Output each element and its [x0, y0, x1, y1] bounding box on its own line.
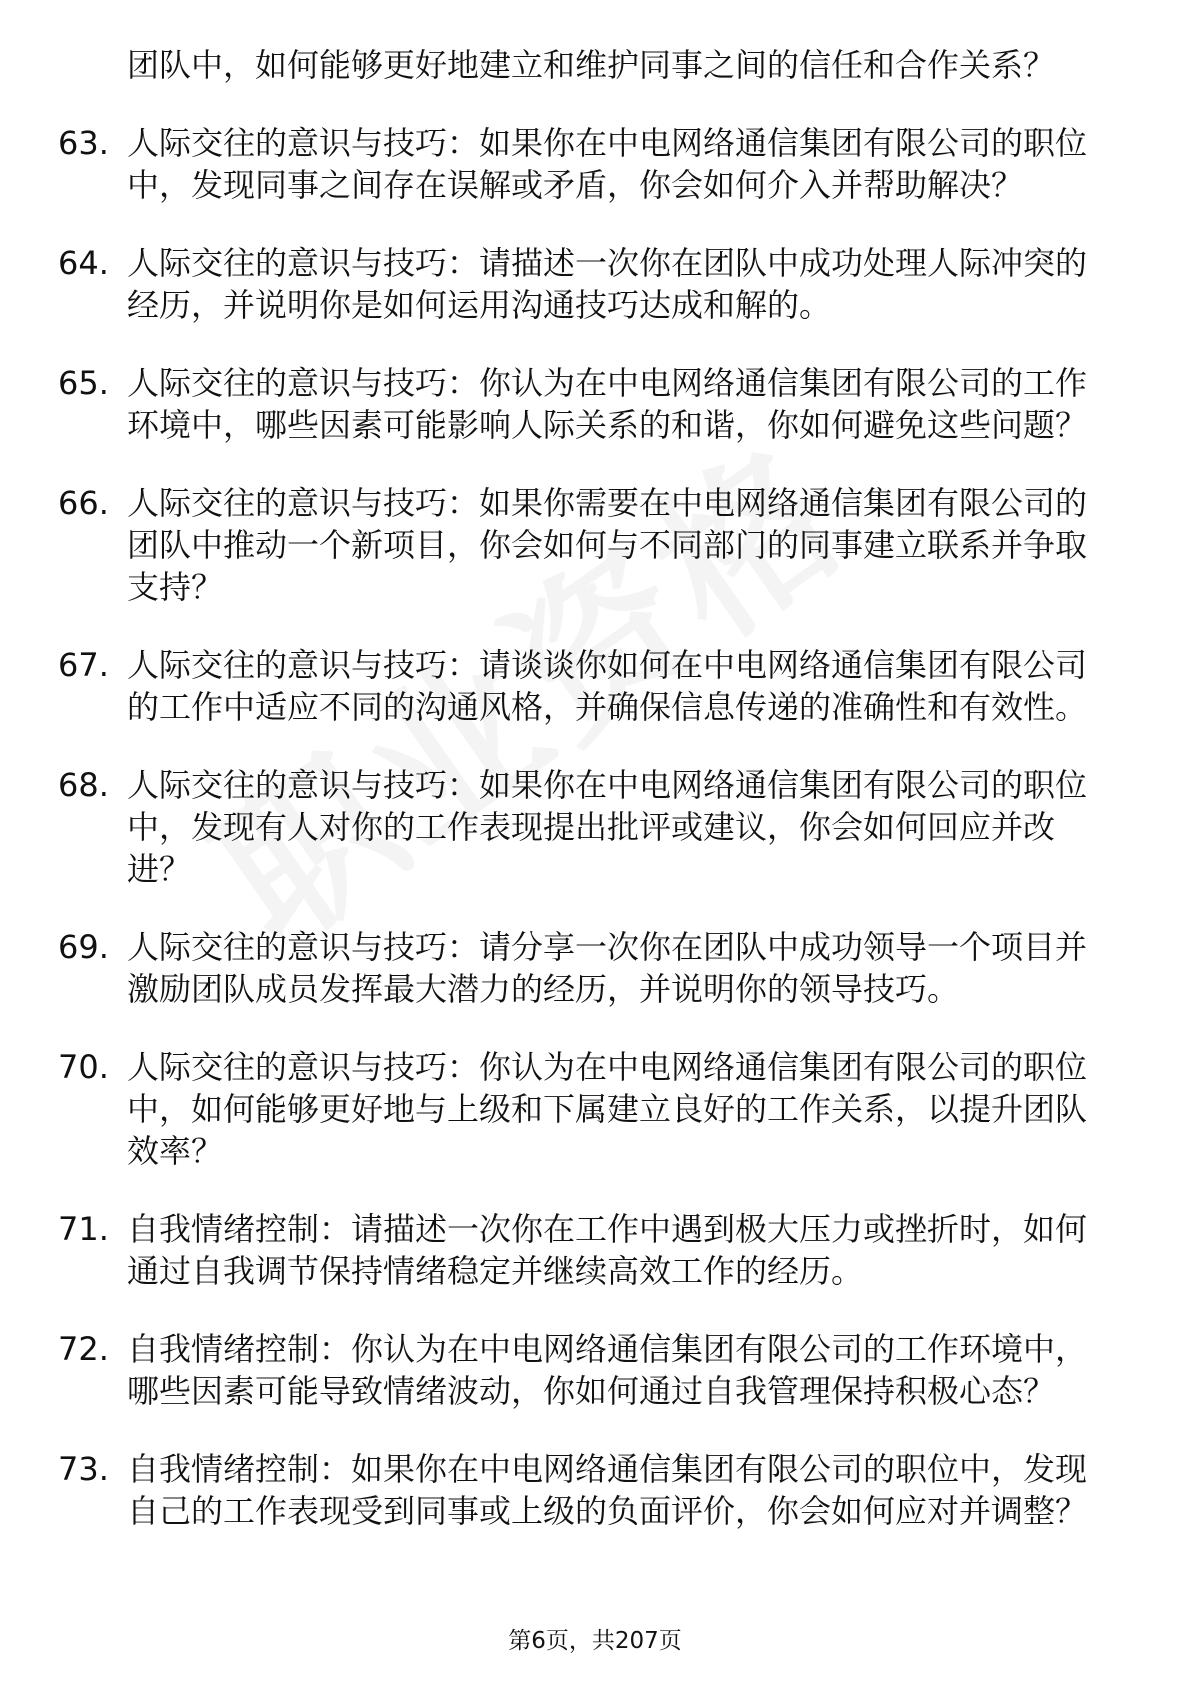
- list-item: [0, 482, 1117, 608]
- item-number: 70.: [58, 1048, 109, 1086]
- item-text: 人际交往的意识与技巧：如果你需要在中电网络通信集团有限公司的团队中推动一个新项目，你会如何与不同部门的同事建立联系并争取支持？: [127, 484, 1088, 606]
- list-item: [0, 764, 1117, 890]
- item-number: 71.: [58, 1210, 109, 1248]
- item-text: 人际交往的意识与技巧：请谈谈你如何在中电网络通信集团有限公司的工作中适应不同的沟通风格，并确保信息传递的准确性和有效性。: [127, 646, 1088, 726]
- item-text: 自我情绪控制：你认为在中电网络通信集团有限公司的工作环境中，哪些因素可能导致情绪波动，你如何通过自我管理保持积极心态？: [127, 1330, 1088, 1410]
- item-number: 72.: [58, 1330, 109, 1368]
- item-text: 人际交往的意识与技巧：你认为在中电网络通信集团有限公司的职位中，如何能够更好地与上级和下属建立良好的工作关系，以提升团队效率？: [127, 1048, 1088, 1170]
- continuation-text: 团队中，如何能够更好地建立和维护同事之间的信任和合作关系？: [127, 46, 1056, 84]
- list-item: [0, 1448, 1117, 1532]
- item-number: 73.: [58, 1450, 109, 1488]
- list-item: [0, 926, 1117, 1010]
- list-item: [0, 644, 1117, 728]
- item-number: 67.: [58, 646, 109, 684]
- item-text: 人际交往的意识与技巧：你认为在中电网络通信集团有限公司的工作环境中，哪些因素可能影响人际关系的和谐，你如何避免这些问题？: [127, 364, 1088, 444]
- item-number: 69.: [58, 928, 109, 966]
- item-number: 64.: [58, 244, 109, 282]
- item-number: 63.: [58, 124, 109, 162]
- item-number: 65.: [58, 364, 109, 402]
- item-text: 人际交往的意识与技巧：请分享一次你在团队中成功领导一个项目并激励团队成员发挥最大潜力的经历，并说明你的领导技巧。: [127, 928, 1088, 1008]
- item-text: 自我情绪控制：请描述一次你在工作中遇到极大压力或挫折时，如何通过自我调节保持情绪稳定并继续高效工作的经历。: [127, 1210, 1088, 1290]
- item-number: 68.: [58, 766, 109, 804]
- item-text: 人际交往的意识与技巧：如果你在中电网络通信集团有限公司的职位中，发现有人对你的工作表现提出批评或建议，你会如何回应并改进？: [127, 766, 1088, 888]
- list-item: [0, 1328, 1117, 1412]
- item-text: 人际交往的意识与技巧：如果你在中电网络通信集团有限公司的职位中，发现同事之间存在误解或矛盾，你会如何介入并帮助解决？: [127, 124, 1088, 204]
- page-footer: 第6页，共207页: [508, 1628, 682, 1654]
- item-text: 人际交往的意识与技巧：请描述一次你在团队中成功处理人际冲突的经历，并说明你是如何运用沟通技巧达成和解的。: [127, 244, 1088, 324]
- question-list: [0, 44, 1190, 1532]
- item-text: 自我情绪控制：如果你在中电网络通信集团有限公司的职位中，发现自己的工作表现受到同事或上级的负面评价，你会如何应对并调整？: [127, 1450, 1088, 1530]
- list-item: [0, 122, 1117, 206]
- list-item: [0, 242, 1117, 326]
- list-item: [0, 1208, 1117, 1292]
- item-number: 66.: [58, 484, 109, 522]
- list-item: [0, 1046, 1117, 1172]
- list-item: [0, 362, 1117, 446]
